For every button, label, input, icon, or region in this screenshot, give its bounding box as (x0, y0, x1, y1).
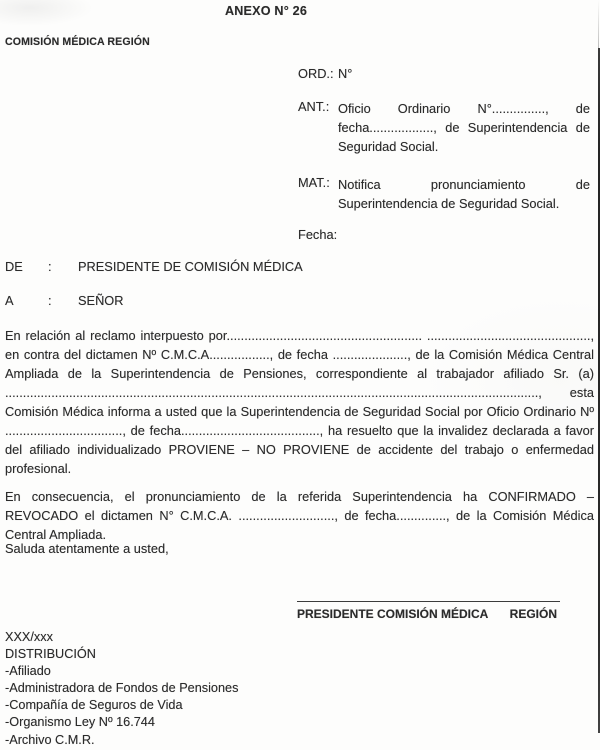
distribution-item: -Administradora de Fondos de Pensiones (5, 681, 239, 696)
footer-distribution (5, 629, 405, 749)
organization-name: COMISIÓN MÉDICA REGIÓN (5, 36, 150, 48)
fecha-row (298, 227, 338, 242)
body-paragraph-2: En consecuencia, el pronunciamiento de la referida Superintendencia ha CONFIRMADO – REVOCADO el dictamen N° C.M.C.A. ..........................., de fecha.............., de la Comisión Médica Central Ampliada. (5, 489, 594, 542)
signature-region: REGIÓN (509, 607, 557, 621)
ord-row (298, 66, 352, 81)
mat-row (298, 175, 590, 213)
fecha-label: Fecha: (298, 227, 338, 242)
closing-salutation: Saluda atentamente a usted, (5, 541, 169, 556)
body-paragraph-1: En relación al reclamo interpuesto por....................................................... .............................................., en contra del dictamen Nº C.M.C.A................., de fecha ....................., de la Comisión Médica Central Ampliada de la Superintendencia de Pensiones, correspondiente al trabajador afiliado Sr. (a) ......................................................................................................................................................, esta Comisión Médica informa a usted que la Superintendencia de Seguridad Social por Oficio Ordinario Nº ................................., de fecha......................................., ha resuelto que la invalidez declarada a favor del afiliado individualizado PROVIENE – NO PROVIENE de accidente del trabajo o enfermedad profesional. (5, 328, 594, 476)
de-label: DE (5, 259, 23, 274)
signature-block (297, 607, 557, 621)
mat-label: MAT.: (298, 175, 330, 190)
distribution-title: DISTRIBUCIÓN (5, 647, 96, 662)
page-title: ANEXO N° 26 (224, 4, 308, 18)
a-label: A (5, 293, 14, 308)
distribution-item: -Afiliado (5, 664, 51, 679)
ord-value: N° (338, 66, 353, 81)
ord-label: ORD.: (298, 66, 334, 81)
initials: XXX/xxx (5, 630, 53, 644)
ant-row (298, 99, 590, 156)
de-value: PRESIDENTE DE COMISIÓN MÉDICA (78, 259, 303, 274)
distribution-item: -Compañía de Seguros de Vida (5, 698, 183, 713)
ant-label: ANT.: (298, 99, 330, 114)
signature-line (297, 601, 560, 602)
signature-role: PRESIDENTE COMISIÓN MÉDICA (297, 607, 489, 621)
scan-edge-artifact-faint (598, 0, 599, 48)
mat-text: Notifica pronunciamiento de Superintendencia de Seguridad Social. (338, 177, 590, 211)
ant-text: Oficio Ordinario N°..............., de fecha.................., de Superintendencia de Seguridad Social. (338, 101, 590, 154)
distribution-item: -Archivo C.M.R. (5, 732, 95, 747)
a-value: SEÑOR (78, 293, 124, 308)
a-colon: : (48, 293, 52, 308)
distribution-item: -Organismo Ley Nº 16.744 (5, 715, 155, 730)
de-colon: : (48, 259, 52, 274)
